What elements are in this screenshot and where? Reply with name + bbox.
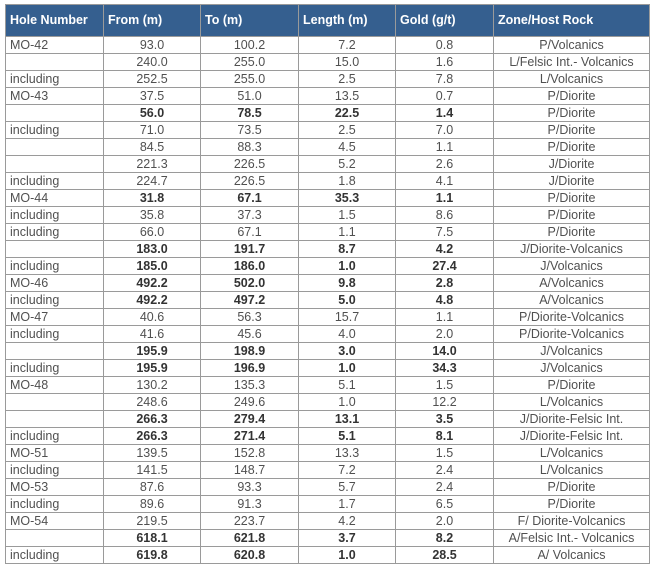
cell-to: 45.6 xyxy=(201,326,299,343)
cell-gold: 4.1 xyxy=(396,173,494,190)
cell-zone-host-rock: J/Diorite-Volcanics xyxy=(494,241,650,258)
table-row xyxy=(6,343,650,360)
cell-length: 1.0 xyxy=(299,360,396,377)
cell-from: 141.5 xyxy=(104,462,201,479)
table-row xyxy=(6,224,650,241)
cell-hole-number xyxy=(6,105,104,122)
cell-to: 198.9 xyxy=(201,343,299,360)
cell-length: 13.3 xyxy=(299,445,396,462)
cell-length: 5.0 xyxy=(299,292,396,309)
cell-zone-host-rock: J/Diorite-Felsic Int. xyxy=(494,428,650,445)
cell-zone-host-rock: P/Diorite xyxy=(494,377,650,394)
cell-length: 4.2 xyxy=(299,513,396,530)
cell-hole-number: including xyxy=(6,71,104,88)
cell-hole-number xyxy=(6,241,104,258)
cell-length: 4.0 xyxy=(299,326,396,343)
cell-from: 248.6 xyxy=(104,394,201,411)
cell-hole-number: including xyxy=(6,360,104,377)
table-row xyxy=(6,377,650,394)
cell-to: 93.3 xyxy=(201,479,299,496)
cell-gold: 2.0 xyxy=(396,513,494,530)
cell-zone-host-rock: L/Volcanics xyxy=(494,445,650,462)
cell-length: 2.5 xyxy=(299,122,396,139)
table-row xyxy=(6,156,650,173)
cell-to: 37.3 xyxy=(201,207,299,224)
table-row xyxy=(6,394,650,411)
cell-length: 4.5 xyxy=(299,139,396,156)
cell-zone-host-rock: L/Volcanics xyxy=(494,71,650,88)
cell-length: 7.2 xyxy=(299,462,396,479)
cell-gold: 4.8 xyxy=(396,292,494,309)
cell-zone-host-rock: P/Diorite xyxy=(494,496,650,513)
cell-from: 35.8 xyxy=(104,207,201,224)
cell-from: 31.8 xyxy=(104,190,201,207)
cell-from: 266.3 xyxy=(104,428,201,445)
table-row xyxy=(6,496,650,513)
table-row xyxy=(6,88,650,105)
cell-to: 67.1 xyxy=(201,190,299,207)
cell-hole-number: MO-46 xyxy=(6,275,104,292)
table-row xyxy=(6,513,650,530)
cell-to: 148.7 xyxy=(201,462,299,479)
cell-from: 40.6 xyxy=(104,309,201,326)
table-row xyxy=(6,207,650,224)
table-row xyxy=(6,122,650,139)
cell-to: 67.1 xyxy=(201,224,299,241)
cell-hole-number: MO-44 xyxy=(6,190,104,207)
cell-gold: 0.8 xyxy=(396,37,494,54)
cell-to: 100.2 xyxy=(201,37,299,54)
cell-gold: 4.2 xyxy=(396,241,494,258)
cell-gold: 8.6 xyxy=(396,207,494,224)
cell-from: 619.8 xyxy=(104,547,201,564)
cell-length: 13.1 xyxy=(299,411,396,428)
cell-to: 502.0 xyxy=(201,275,299,292)
cell-zone-host-rock: P/Diorite-Volcanics xyxy=(494,309,650,326)
cell-gold: 1.4 xyxy=(396,105,494,122)
cell-length: 1.0 xyxy=(299,258,396,275)
cell-hole-number: including xyxy=(6,258,104,275)
table-row xyxy=(6,411,650,428)
cell-from: 56.0 xyxy=(104,105,201,122)
cell-length: 3.7 xyxy=(299,530,396,547)
cell-hole-number xyxy=(6,343,104,360)
cell-hole-number: including xyxy=(6,224,104,241)
cell-hole-number: MO-43 xyxy=(6,88,104,105)
cell-to: 88.3 xyxy=(201,139,299,156)
cell-gold: 34.3 xyxy=(396,360,494,377)
cell-length: 1.0 xyxy=(299,547,396,564)
cell-gold: 28.5 xyxy=(396,547,494,564)
cell-gold: 8.2 xyxy=(396,530,494,547)
cell-to: 56.3 xyxy=(201,309,299,326)
cell-gold: 2.4 xyxy=(396,479,494,496)
cell-to: 223.7 xyxy=(201,513,299,530)
cell-gold: 2.0 xyxy=(396,326,494,343)
cell-hole-number: including xyxy=(6,428,104,445)
cell-gold: 2.6 xyxy=(396,156,494,173)
table-row xyxy=(6,241,650,258)
cell-from: 185.0 xyxy=(104,258,201,275)
header-row xyxy=(6,5,650,37)
cell-length: 35.3 xyxy=(299,190,396,207)
table-row xyxy=(6,54,650,71)
cell-to: 497.2 xyxy=(201,292,299,309)
cell-gold: 7.8 xyxy=(396,71,494,88)
cell-zone-host-rock: P/Volcanics xyxy=(494,37,650,54)
cell-length: 7.2 xyxy=(299,37,396,54)
cell-to: 191.7 xyxy=(201,241,299,258)
cell-to: 51.0 xyxy=(201,88,299,105)
cell-hole-number: MO-42 xyxy=(6,37,104,54)
cell-hole-number: including xyxy=(6,292,104,309)
cell-from: 618.1 xyxy=(104,530,201,547)
cell-zone-host-rock: J/Diorite xyxy=(494,173,650,190)
table-row xyxy=(6,275,650,292)
cell-zone-host-rock: P/Diorite xyxy=(494,105,650,122)
table-row xyxy=(6,530,650,547)
cell-to: 226.5 xyxy=(201,156,299,173)
cell-gold: 6.5 xyxy=(396,496,494,513)
table-row xyxy=(6,445,650,462)
cell-to: 186.0 xyxy=(201,258,299,275)
cell-length: 1.5 xyxy=(299,207,396,224)
cell-from: 224.7 xyxy=(104,173,201,190)
table-row xyxy=(6,173,650,190)
cell-from: 41.6 xyxy=(104,326,201,343)
table-row xyxy=(6,292,650,309)
cell-length: 2.5 xyxy=(299,71,396,88)
cell-hole-number: including xyxy=(6,496,104,513)
cell-length: 5.2 xyxy=(299,156,396,173)
table-row xyxy=(6,547,650,564)
table-row xyxy=(6,37,650,54)
cell-zone-host-rock: J/Volcanics xyxy=(494,360,650,377)
cell-from: 89.6 xyxy=(104,496,201,513)
cell-length: 13.5 xyxy=(299,88,396,105)
cell-hole-number: including xyxy=(6,547,104,564)
cell-length: 1.7 xyxy=(299,496,396,513)
cell-length: 1.8 xyxy=(299,173,396,190)
cell-hole-number: MO-48 xyxy=(6,377,104,394)
cell-from: 139.5 xyxy=(104,445,201,462)
cell-gold: 2.4 xyxy=(396,462,494,479)
table-row xyxy=(6,309,650,326)
cell-from: 240.0 xyxy=(104,54,201,71)
cell-to: 91.3 xyxy=(201,496,299,513)
cell-zone-host-rock: P/Diorite xyxy=(494,122,650,139)
cell-gold: 27.4 xyxy=(396,258,494,275)
cell-to: 135.3 xyxy=(201,377,299,394)
cell-gold: 12.2 xyxy=(396,394,494,411)
cell-gold: 0.7 xyxy=(396,88,494,105)
header-from: From (m) xyxy=(104,5,201,37)
cell-hole-number: including xyxy=(6,207,104,224)
cell-gold: 1.5 xyxy=(396,445,494,462)
cell-from: 195.9 xyxy=(104,343,201,360)
cell-to: 196.9 xyxy=(201,360,299,377)
cell-gold: 1.1 xyxy=(396,309,494,326)
cell-gold: 7.5 xyxy=(396,224,494,241)
cell-length: 5.1 xyxy=(299,428,396,445)
cell-length: 8.7 xyxy=(299,241,396,258)
cell-zone-host-rock: A/ Volcanics xyxy=(494,547,650,564)
cell-from: 221.3 xyxy=(104,156,201,173)
cell-zone-host-rock: J/Volcanics xyxy=(494,258,650,275)
cell-from: 93.0 xyxy=(104,37,201,54)
cell-hole-number: including xyxy=(6,462,104,479)
table-row xyxy=(6,428,650,445)
cell-from: 183.0 xyxy=(104,241,201,258)
cell-gold: 7.0 xyxy=(396,122,494,139)
cell-length: 15.7 xyxy=(299,309,396,326)
cell-to: 255.0 xyxy=(201,71,299,88)
cell-hole-number xyxy=(6,411,104,428)
table-row xyxy=(6,258,650,275)
cell-zone-host-rock: P/Diorite xyxy=(494,139,650,156)
cell-hole-number xyxy=(6,54,104,71)
cell-from: 66.0 xyxy=(104,224,201,241)
cell-gold: 8.1 xyxy=(396,428,494,445)
cell-from: 492.2 xyxy=(104,275,201,292)
cell-zone-host-rock: L/Felsic Int.- Volcanics xyxy=(494,54,650,71)
cell-to: 279.4 xyxy=(201,411,299,428)
cell-length: 5.7 xyxy=(299,479,396,496)
cell-hole-number: MO-54 xyxy=(6,513,104,530)
cell-zone-host-rock: A/Felsic Int.- Volcanics xyxy=(494,530,650,547)
cell-hole-number xyxy=(6,530,104,547)
cell-zone-host-rock: A/Volcanics xyxy=(494,275,650,292)
cell-to: 255.0 xyxy=(201,54,299,71)
cell-gold: 3.5 xyxy=(396,411,494,428)
cell-hole-number: MO-47 xyxy=(6,309,104,326)
cell-zone-host-rock: L/Volcanics xyxy=(494,394,650,411)
cell-from: 195.9 xyxy=(104,360,201,377)
cell-hole-number: MO-53 xyxy=(6,479,104,496)
cell-hole-number: including xyxy=(6,326,104,343)
header-length: Length (m) xyxy=(299,5,396,37)
cell-length: 15.0 xyxy=(299,54,396,71)
cell-to: 271.4 xyxy=(201,428,299,445)
cell-gold: 1.6 xyxy=(396,54,494,71)
cell-from: 87.6 xyxy=(104,479,201,496)
table-row xyxy=(6,462,650,479)
cell-zone-host-rock: J/Diorite xyxy=(494,156,650,173)
cell-to: 152.8 xyxy=(201,445,299,462)
header-to: To (m) xyxy=(201,5,299,37)
table-row xyxy=(6,360,650,377)
cell-from: 130.2 xyxy=(104,377,201,394)
cell-zone-host-rock: P/Diorite xyxy=(494,190,650,207)
cell-zone-host-rock: P/Diorite-Volcanics xyxy=(494,326,650,343)
cell-gold: 1.1 xyxy=(396,139,494,156)
cell-gold: 14.0 xyxy=(396,343,494,360)
cell-zone-host-rock: A/Volcanics xyxy=(494,292,650,309)
header-zone-host-rock: Zone/Host Rock xyxy=(494,5,650,37)
table-body xyxy=(6,37,650,564)
header-hole-number: Hole Number xyxy=(6,5,104,37)
cell-to: 78.5 xyxy=(201,105,299,122)
cell-zone-host-rock: L/Volcanics xyxy=(494,462,650,479)
cell-from: 219.5 xyxy=(104,513,201,530)
table-row xyxy=(6,479,650,496)
cell-from: 266.3 xyxy=(104,411,201,428)
cell-from: 252.5 xyxy=(104,71,201,88)
table-row xyxy=(6,71,650,88)
cell-zone-host-rock: P/Diorite xyxy=(494,479,650,496)
drill-results-table xyxy=(5,4,650,564)
cell-gold: 1.1 xyxy=(396,190,494,207)
cell-from: 37.5 xyxy=(104,88,201,105)
cell-zone-host-rock: J/Diorite-Felsic Int. xyxy=(494,411,650,428)
cell-zone-host-rock: P/Diorite xyxy=(494,224,650,241)
table-row xyxy=(6,139,650,156)
cell-hole-number: including xyxy=(6,122,104,139)
cell-length: 5.1 xyxy=(299,377,396,394)
cell-length: 9.8 xyxy=(299,275,396,292)
cell-length: 1.1 xyxy=(299,224,396,241)
cell-from: 492.2 xyxy=(104,292,201,309)
cell-hole-number xyxy=(6,394,104,411)
cell-zone-host-rock: F/ Diorite-Volcanics xyxy=(494,513,650,530)
cell-length: 22.5 xyxy=(299,105,396,122)
cell-hole-number: MO-51 xyxy=(6,445,104,462)
cell-to: 226.5 xyxy=(201,173,299,190)
cell-gold: 2.8 xyxy=(396,275,494,292)
cell-zone-host-rock: J/Volcanics xyxy=(494,343,650,360)
cell-from: 71.0 xyxy=(104,122,201,139)
cell-hole-number: including xyxy=(6,173,104,190)
cell-hole-number xyxy=(6,156,104,173)
cell-hole-number xyxy=(6,139,104,156)
cell-to: 620.8 xyxy=(201,547,299,564)
cell-to: 249.6 xyxy=(201,394,299,411)
cell-from: 84.5 xyxy=(104,139,201,156)
cell-zone-host-rock: P/Diorite xyxy=(494,88,650,105)
cell-zone-host-rock: P/Diorite xyxy=(494,207,650,224)
table-row xyxy=(6,326,650,343)
header-gold: Gold (g/t) xyxy=(396,5,494,37)
table-row xyxy=(6,190,650,207)
cell-to: 73.5 xyxy=(201,122,299,139)
cell-length: 3.0 xyxy=(299,343,396,360)
cell-to: 621.8 xyxy=(201,530,299,547)
table-row xyxy=(6,105,650,122)
cell-gold: 1.5 xyxy=(396,377,494,394)
cell-length: 1.0 xyxy=(299,394,396,411)
